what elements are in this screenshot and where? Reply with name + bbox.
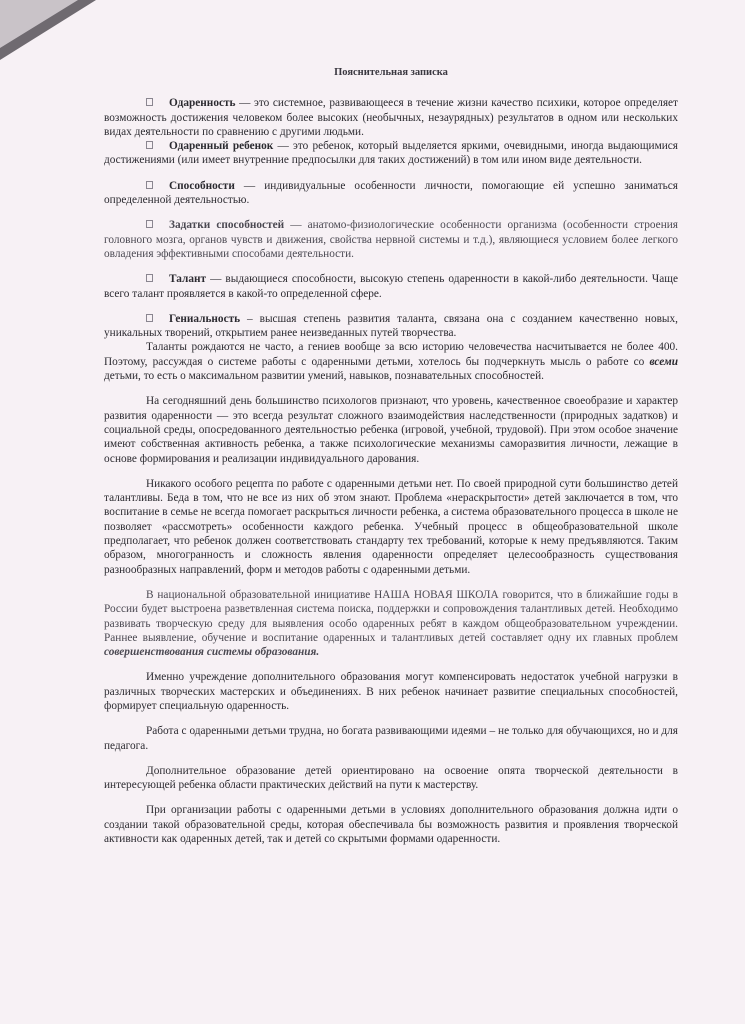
definition-text: — анатомо-физиологические особенности организма (особенности строения головного мозга, органов чувств и движения, свойства нервной системы и т.д.), являющиеся условием более легкого овладения эффективными способами деятельности. <box>104 219 678 260</box>
definition-item <box>104 312 678 341</box>
definition-item <box>104 139 678 168</box>
paragraph-additional: Дополнительное образование детей ориентировано на освоение опята творческой деятельности в интересующей ребенка области практических действий на пути к мастерству. <box>104 764 678 792</box>
paragraph-institution: Именно учреждение дополнительного образования могут компенсировать недостаток учебной нагрузки в различных творческих мастерских и объединениях. В них ребенок начинает развитие специальных способностей, формирует специальную одаренность. <box>104 671 678 712</box>
definition-term: Одаренный ребенок <box>169 140 274 153</box>
document-body <box>104 66 678 857</box>
definition-term: Талант <box>169 273 207 286</box>
definition-item <box>104 272 678 301</box>
checkbox-bullet-icon <box>146 98 153 106</box>
definition-text: – высшая степень развития таланта, связана она с созданием качественно новых, уникальных творений, открытием ранее неизведанных путей творчества. <box>104 312 678 340</box>
emphasis-text: совершенствования системы образования. <box>104 646 320 659</box>
checkbox-bullet-icon <box>146 274 153 282</box>
definition-term: Гениальность <box>169 312 241 325</box>
checkbox-bullet-icon <box>146 181 153 189</box>
text-run: Таланты рождаются не часто, а гениев вообще за всю историю человечества насчитывается не более 400. Поэтому, рассуждая о системе работы с одаренными детьми, хотелось бы подчеркнуть мысль о работе со <box>104 341 678 368</box>
paragraph-recipe: Никакого особого рецепта по работе с одаренными детьми нет. По своей природной сути большинство детей талантливы. Беда в том, что не все из них об этом знают. Проблема «нераскрытости» детей заключается в том, что воспитание в семье не всегда помогает раскрыться личности ребенка, а система образовательного процесса в школе не позволяет «рассмотреть» особенности каждого ребенка. Учебный процесс в общеобразовательной школе предполагает, что ребенок должен соответствовать стандарту тех требований, которые к нему предъявляются. Таким образом, многогранность и сложность явления одаренности определяет целесообразность существования разнообразных направлений, форм и методов работы с одаренными детьми. <box>104 477 678 576</box>
definition-text: — это ребенок, который выделяется яркими, очевидными, иногда выдающимися достижениями (или имеет внутренние предпосылки для таких достижений) в том или ином виде деятельности. <box>104 140 679 167</box>
text-run: детьми, то есть о максимальном развитии умений, навыков, познавательных способностей. <box>104 370 544 383</box>
checkbox-bullet-icon <box>146 141 153 149</box>
emphasis-text: всеми <box>649 355 678 368</box>
text-run: В национальной образовательной инициативе НАША НОВАЯ ШКОЛА говорится, что в ближайшие годы в России будет выстроена разветвленная система поиска, поддержки и сопровождения талантливых детей. Необходимо развивать творческую среду для выявления особо одаренных ребят в каждом общеобразовательном учреждении. Раннее выявление, обучение и воспитание одаренных и талантливых детей составляет одну их главных проблем <box>104 588 678 644</box>
checkbox-bullet-icon <box>146 220 153 228</box>
definition-term: Способности <box>169 179 235 192</box>
paragraph-psychologists: На сегодняшний день большинство психологов признают, что уровень, качественное своеобразие и характер развития одаренности — это всегда результат сложного взаимодействия наследственности (природных задатков) и социальной среды, опосредованного деятельностью ребенка (игровой, учебной, трудовой). При этом особое значение имеют собственная активность ребенка, а также психологические механизмы саморазвития личности, лежащие в основе формирования и реализации индивидуального дарования. <box>104 395 678 465</box>
paragraph-work: Работа с одаренными детьми трудна, но богата развивающими идеями – не только для обучающихся, но и для педагога. <box>104 725 678 752</box>
document-title: Пояснительная записка <box>334 67 448 78</box>
definition-item <box>104 218 678 261</box>
paragraph-organization: При организации работы с одаренными детьми в условиях дополнительного образования должна идти о создании такой образовательной среды, которая обеспечивала бы возможность развития и проявления творческой активности как одаренных детей, так и детей со скрытыми формами одаренности. <box>104 804 678 846</box>
paragraph-talents <box>104 340 678 383</box>
definition-text: — это системное, развивающееся в течение жизни качество психики, которое определяет возможность достижения человеком более высоких (необычных, незаурядных) результатов в одном или нескольких видах деятельности по сравнению с другими людьми. <box>104 97 678 138</box>
definition-term: Одаренность <box>169 97 236 110</box>
definition-item <box>104 179 678 208</box>
definition-item <box>104 96 678 139</box>
definition-text: — выдающиеся способности, высокую степень одаренности в какой-либо деятельности. Чаще всего талант проявляется в какой-то определенной сфере. <box>104 273 678 300</box>
definition-term: Задатки способностей <box>169 219 285 232</box>
folded-corner-highlight <box>0 0 78 48</box>
paragraph-initiative <box>104 588 678 659</box>
definition-text: — индивидуальные особенности личности, помогающие ей успешно заниматься определенной деятельностью. <box>104 179 678 207</box>
checkbox-bullet-icon <box>146 314 153 322</box>
